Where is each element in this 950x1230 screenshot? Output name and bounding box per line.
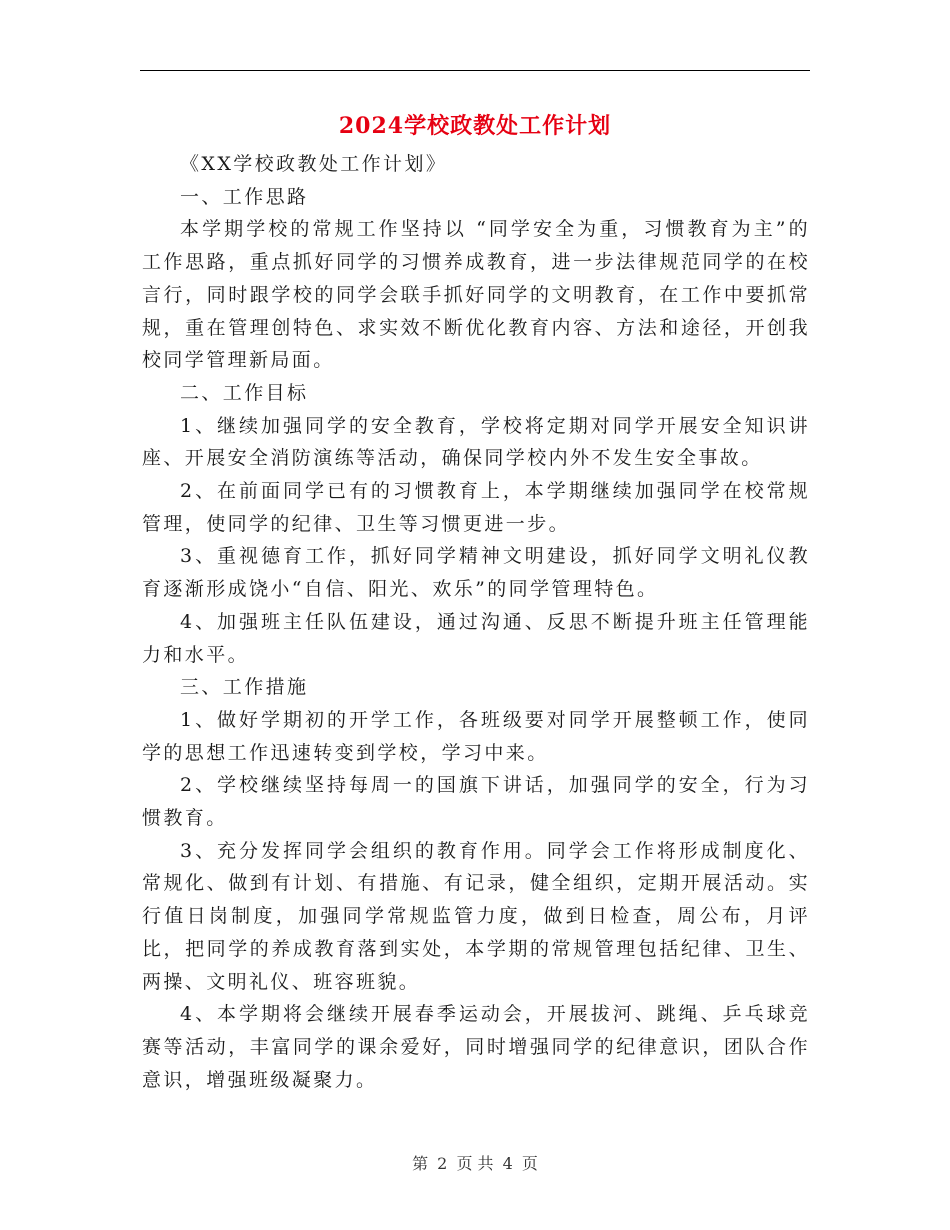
paragraph: 2、在前面同学已有的习惯教育上，本学期继续加强同学在校常规管理，使同学的纪律、卫生等习惯更进一步。 bbox=[142, 480, 810, 535]
paragraph: 3、重视德育工作，抓好同学精神文明建设，抓好同学文明礼仪教育逐渐形成饶小“自信、阳光、欢乐”的同学管理特色。 bbox=[142, 545, 810, 601]
page-number-footer bbox=[0, 1152, 950, 1176]
paragraph: 2、学校继续坚持每周一的国旗下讲话，加强同学的安全，行为习惯教育。 bbox=[142, 774, 810, 830]
footer-current-page: 2 bbox=[437, 1154, 448, 1173]
footer-suffix: 页 bbox=[521, 1154, 538, 1173]
document-body bbox=[142, 148, 810, 1096]
document-title: 2024学校政教处工作计划 bbox=[338, 113, 612, 139]
paragraph-subtitle: 《XX学校政教处工作计划》 bbox=[180, 153, 448, 175]
section-heading-1: 一、工作思路 bbox=[180, 185, 309, 208]
footer-prefix: 第 bbox=[412, 1154, 429, 1173]
section-heading-3: 三、工作措施 bbox=[180, 676, 309, 699]
footer-middle: 页 共 bbox=[456, 1154, 494, 1173]
header-rule bbox=[140, 70, 810, 71]
paragraph: 1、继续加强同学的安全教育，学校将定期对同学开展安全知识讲座、开展安全消防演练等活动，确保同学校内外不发生安全事故。 bbox=[142, 414, 810, 470]
section-heading-2: 二、工作目标 bbox=[180, 381, 309, 404]
paragraph: 3、充分发挥同学会组织的教育作用。同学会工作将形成制度化、常规化、做到有计划、有措施、有记录，健全组织，定期开展活动。实行值日岗制度，加强同学常规监管力度，做到日检查，周公布，月评比，把同学的养成教育落到实处，本学期的常规管理包括纪律、卫生、两操、文明礼仪、班容班貌。 bbox=[142, 839, 810, 993]
footer-total-pages: 4 bbox=[502, 1154, 513, 1173]
paragraph: 4、加强班主任队伍建设，通过沟通、反思不断提升班主任管理能力和水平。 bbox=[142, 610, 810, 666]
paragraph: 4、本学期将会继续开展春季运动会，开展拔河、跳绳、乒乓球竞赛等活动，丰富同学的课余爱好，同时增强同学的纪律意识，团队合作意识，增强班级凝聚力。 bbox=[142, 1003, 810, 1091]
paragraph: 1、做好学期初的开学工作，各班级要对同学开展整顿工作，使同学的思想工作迅速转变到学校，学习中来。 bbox=[142, 708, 810, 764]
paragraph: 本学期学校的常规工作坚持以 “同学安全为重，习惯教育为主”的工作思路，重点抓好同学的习惯养成教育，进一步法律规范同学的在校言行，同时跟学校的同学会联手抓好同学的文明教育，在工作中要抓常规，重在管理创特色、求实效不断优化教育内容、方法和途径，开创我校同学管理新局面。 bbox=[142, 218, 810, 372]
